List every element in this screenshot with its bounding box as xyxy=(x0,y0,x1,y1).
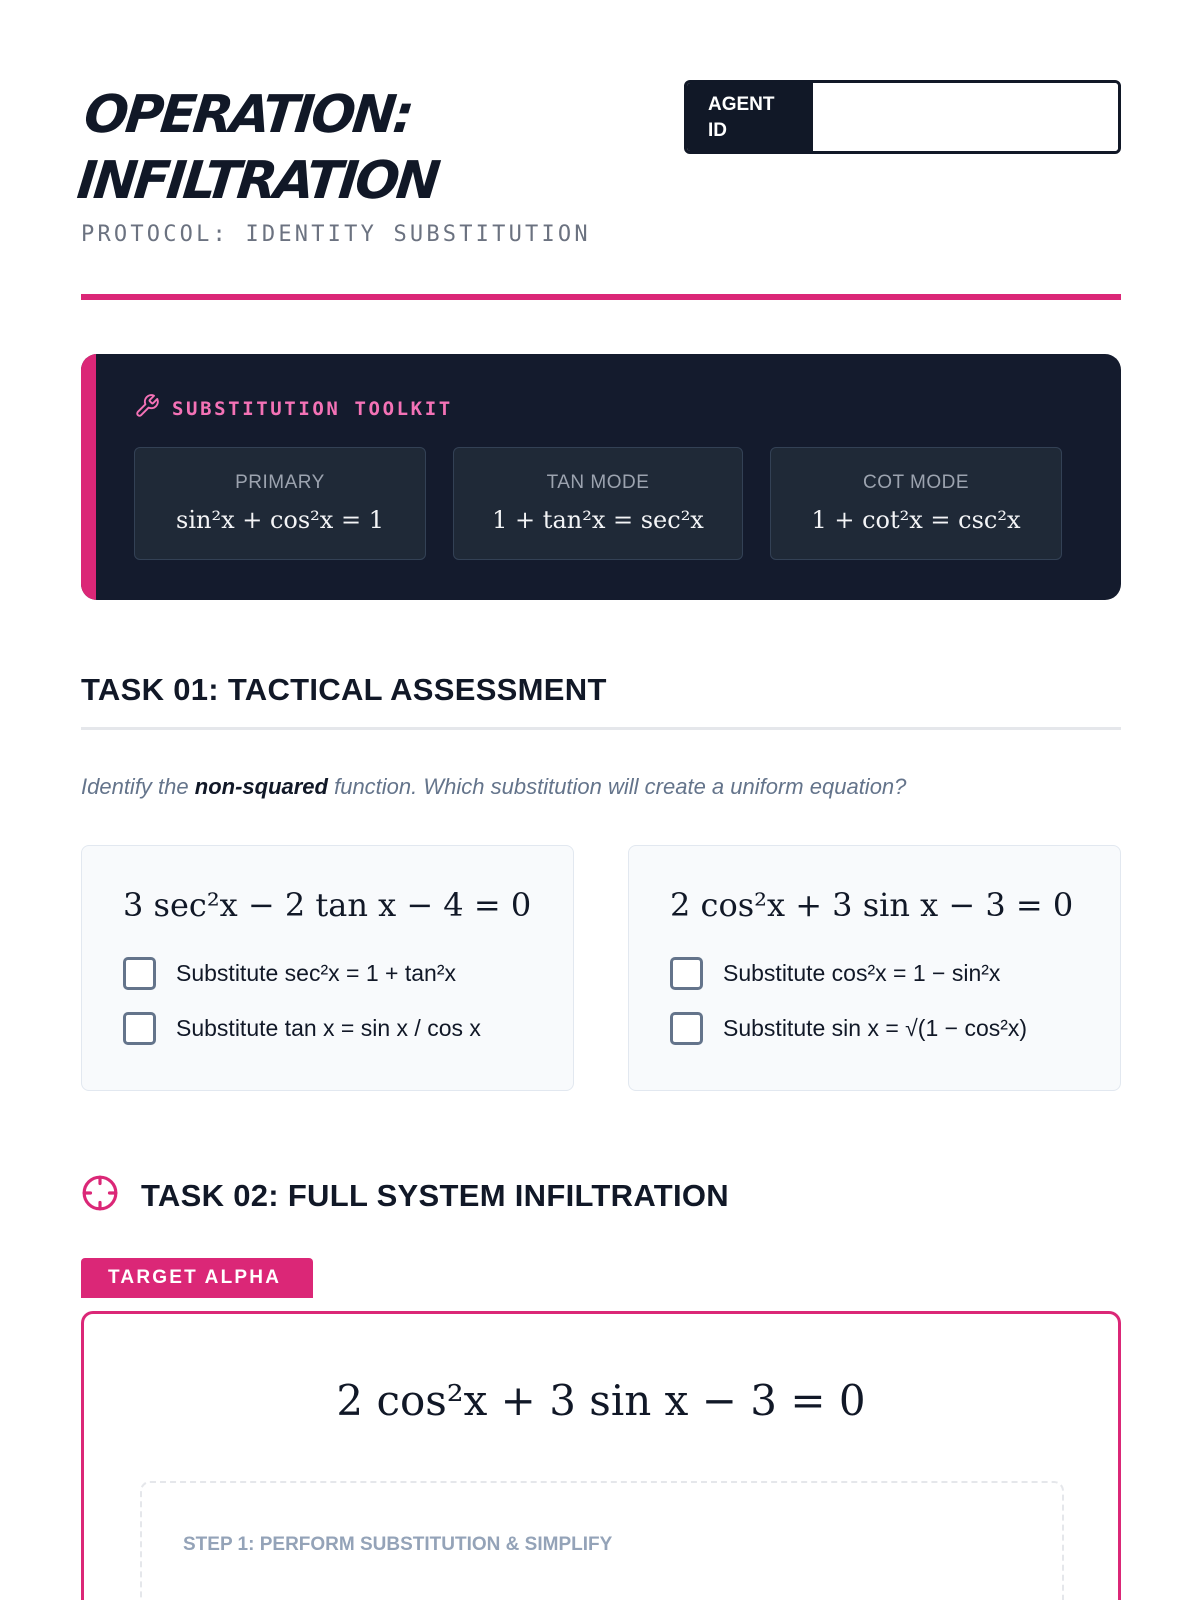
toolkit-accent-bar xyxy=(81,354,96,600)
toolkit-card-formula: 1 + cot²x = csc²x xyxy=(811,506,1021,534)
crosshair-icon xyxy=(81,1174,119,1217)
toolkit-card-primary xyxy=(134,447,426,560)
page-title: OPERATION: INFILTRATION xyxy=(74,85,441,211)
toolkit-card-label: COT MODE xyxy=(862,472,970,493)
target-box xyxy=(81,1311,1121,1600)
toolkit-header xyxy=(134,393,453,424)
problem-equation: 2 cos²x + 3 sin x − 3 = 0 xyxy=(670,886,1074,924)
problem-card-1 xyxy=(81,845,574,1091)
task1-heading: TASK 01: TACTICAL ASSESSMENT xyxy=(81,672,607,707)
wrench-icon xyxy=(134,393,160,424)
task1-instruction: Identify the non-squared function. Which substitution will create a uniform equation? xyxy=(81,774,907,799)
toolkit-title: SUBSTITUTION TOOLKIT xyxy=(172,397,453,420)
page-header xyxy=(74,0,1121,300)
agent-id-label: AGENT ID xyxy=(687,83,813,151)
toolkit-card-formula: sin²x + cos²x = 1 xyxy=(176,506,384,534)
problem1-option-1[interactable]: Substitute sec²x = 1 + tan²x xyxy=(123,957,456,990)
step-1-label: STEP 1: PERFORM SUBSTITUTION & SIMPLIFY xyxy=(183,1534,613,1555)
problem1-option-2[interactable]: Substitute tan x = sin x / cos x xyxy=(123,1012,481,1045)
checkbox[interactable] xyxy=(670,957,703,990)
toolkit-card-label: TAN MODE xyxy=(546,472,650,493)
header-divider xyxy=(81,294,1121,300)
step-1-area[interactable] xyxy=(140,1481,1064,1600)
checkbox[interactable] xyxy=(123,1012,156,1045)
agent-id-field xyxy=(684,80,1121,154)
problem-card-2 xyxy=(628,845,1121,1091)
toolkit-card-tan-mode xyxy=(453,447,743,560)
toolkit-card-formula: 1 + tan²x = sec²x xyxy=(492,506,704,534)
agent-id-input[interactable] xyxy=(813,83,1118,151)
target-equation: 2 cos²x + 3 sin x − 3 = 0 xyxy=(336,1376,866,1425)
problem-equation: 3 sec²x − 2 tan x − 4 = 0 xyxy=(123,886,532,924)
checkbox[interactable] xyxy=(123,957,156,990)
checkbox[interactable] xyxy=(670,1012,703,1045)
substitution-toolkit xyxy=(81,354,1121,600)
task1-divider xyxy=(81,727,1121,730)
problem2-option-2[interactable]: Substitute sin x = √(1 − cos²x) xyxy=(670,1012,1027,1045)
toolkit-card-label: PRIMARY xyxy=(235,472,325,493)
task2-header xyxy=(81,1174,729,1217)
protocol-subtitle: PROTOCOL: IDENTITY SUBSTITUTION xyxy=(81,222,591,247)
task2-heading: TASK 02: FULL SYSTEM INFILTRATION xyxy=(141,1177,729,1213)
problem2-option-1[interactable]: Substitute cos²x = 1 − sin²x xyxy=(670,957,1000,990)
toolkit-card-cot-mode xyxy=(770,447,1062,560)
target-label: TARGET ALPHA xyxy=(81,1258,313,1298)
